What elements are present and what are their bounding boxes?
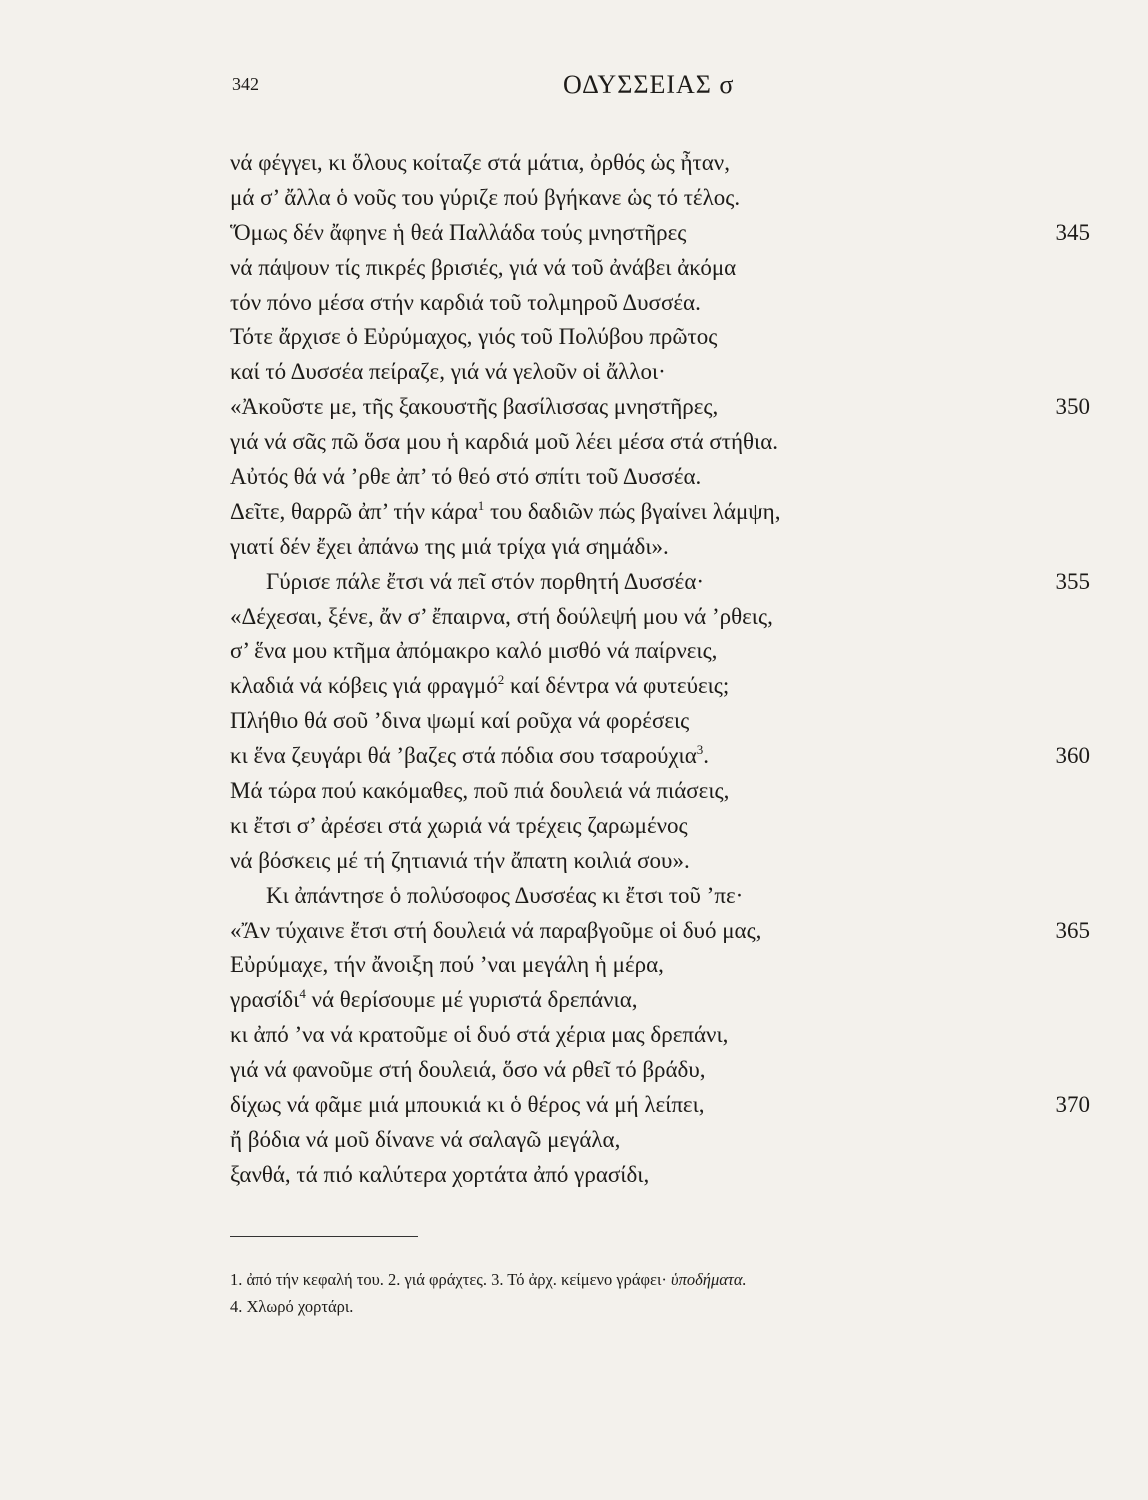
verse-line: [230, 320, 1096, 355]
line-number: 365: [1055, 917, 1090, 943]
verse-line: [230, 1018, 1096, 1053]
verse-text: Μά τώρα πού κακόμαθες, ποῦ πιά δουλειά νά πιάσεις,: [230, 778, 730, 804]
line-number: 355: [1055, 568, 1090, 594]
verse-line: [230, 530, 1096, 565]
verse-block: [230, 146, 1096, 1193]
verse-text: γρασίδι$^4$ νά θερίσουμε μέ γυριστά δρεπάνια,: [230, 986, 638, 1013]
verse-text: γιά νά σᾶς πῶ ὅσα μου ἡ καρδιά μοῦ λέει μέσα στά στήθια.: [230, 429, 779, 455]
verse-line: [230, 390, 1096, 425]
verse-line: [230, 460, 1096, 495]
verse-line: [230, 704, 1096, 739]
verse-line: [230, 425, 1096, 460]
verse-line: [230, 251, 1096, 286]
verse-text: Κι ἀπάντησε ὁ πολύσοφος Δυσσέας κι ἔτσι τοῦ ’πε·: [266, 882, 744, 908]
footnote-marker: 1: [477, 497, 485, 513]
verse-line: [230, 565, 1096, 600]
line-number: 350: [1055, 394, 1090, 420]
page-number: 342: [232, 74, 259, 94]
verse-line: [230, 216, 1096, 251]
verse-text: δίχως νά φᾶμε μιά μπουκιά κι ὁ θέρος νά μή λείπει,: [230, 1092, 705, 1118]
footnote-rule: [230, 1236, 418, 1237]
verse-line: [230, 983, 1096, 1018]
verse-text: νά πάψουν τίς πικρές βρισιές, γιά νά τοῦ ἀνάβει ἀκόμα: [230, 254, 737, 280]
verse-line: [230, 600, 1096, 635]
verse-text: «Δέχεσαι, ξένε, ἄν σ’ ἔπαιρνα, στή δούλεψή μου νά ’ρθεις,: [230, 603, 773, 629]
footnote-marker: 3: [696, 742, 704, 758]
verse-text: «Ἀκοῦστε με, τῆς ξακουστῆς βασίλισσας μνηστῆρες,: [230, 394, 719, 420]
line-number: 345: [1055, 219, 1090, 245]
verse-line: [230, 879, 1096, 914]
verse-line: [230, 914, 1096, 949]
verse-line: [230, 669, 1096, 704]
verse-line: [230, 634, 1096, 669]
verse-text: κι ἕνα ζευγάρι θά ’βαζες στά πόδια σου τσαρούχια$^3$.: [230, 742, 710, 769]
verse-text: Εὐρύμαχε, τήν ἄνοιξη πού ’ναι μεγάλη ἡ μέρα,: [230, 952, 664, 978]
verse-line: [230, 181, 1096, 216]
verse-line: [230, 948, 1096, 983]
verse-line: [230, 1158, 1096, 1193]
footnote-line-1: 1. ἀπό τήν κεφαλή του. 2. γιά φράχτες. 3. Τό ἀρχ. κείμενο γράφει· ὑποδήματα.: [230, 1270, 747, 1289]
verse-text: νά βόσκεις μέ τή ζητιανιά τήν ἄπατη κοιλιά σου».: [230, 847, 690, 873]
verse-text: Πλήθιο θά σοῦ ’δινα ψωμί καί ροῦχα νά φορέσεις: [230, 708, 690, 734]
verse-line: [230, 1053, 1096, 1088]
verse-text: «Ἄν τύχαινε ἔτσι στή δουλειά νά παραβγοῦμε οἱ δυό μας,: [230, 917, 762, 943]
verse-line: [230, 1123, 1096, 1158]
footnote-line-2: 4. Χλωρό χορτάρι.: [230, 1297, 354, 1316]
verse-text: ξανθά, τά πιό καλύτερα χορτάτα ἀπό γρασίδι,: [230, 1161, 650, 1187]
verse-text: Δεῖτε, θαρρῶ ἀπ’ τήν κάρα$^1$ του δαδιῶν πώς βγαίνει λάμψη,: [230, 497, 781, 524]
line-number: 370: [1055, 1092, 1090, 1118]
running-head: ΟΔΥΣΣΕΙΑΣ σ: [563, 70, 735, 99]
verse-text: νά φέγγει, κι ὅλους κοίταζε στά μάτια, ὀρθός ὡς ἦταν,: [230, 150, 730, 175]
verse-text: γιά νά φανοῦμε στή δουλειά, ὅσο νά ρθεῖ τό βράδυ,: [230, 1057, 706, 1083]
verse-text: ἤ βόδια νά μοῦ δίνανε νά σαλαγῶ μεγάλα,: [230, 1126, 621, 1152]
verse-text: κλαδιά νά κόβεις γιά φραγμό$^2$ καί δέντρα νά φυτεύεις;: [230, 672, 730, 699]
verse-text: κι ἀπό ’να νά κρατοῦμε οἱ δυό στά χέρια μας δρεπάνι,: [230, 1022, 729, 1048]
verse-text: σ’ ἕνα μου κτῆμα ἀπόμακρο καλό μισθό νά παίρνεις,: [230, 638, 718, 664]
verse-line: [230, 146, 1096, 181]
footnote-marker: 4: [299, 986, 306, 1002]
footnote-marker: 2: [497, 672, 505, 688]
verse-line: [230, 495, 1096, 530]
verse-text: τόν πόνο μέσα στήν καρδιά τοῦ τολμηροῦ Δυσσέα.: [230, 289, 701, 315]
verse-text: Τότε ἄρχισε ὁ Εὐρύμαχος, γιός τοῦ Πολύβου πρῶτος: [230, 324, 718, 350]
verse-text: Αὐτός θά νά ’ρθε ἀπ’ τό θεό στό σπίτι τοῦ Δυσσέα.: [230, 464, 702, 490]
verse-line: [230, 355, 1096, 390]
verse-line: [230, 1088, 1096, 1123]
line-number: 360: [1055, 743, 1090, 769]
verse-text: κι ἔτσι σ’ ἀρέσει στά χωριά νά τρέχεις ζαρωμένος: [230, 812, 688, 838]
verse-line: [230, 286, 1096, 321]
verse-text: μά σ’ ἄλλα ὁ νοῦς του γύριζε πού βγήκανε ὡς τό τέλος.: [230, 184, 741, 210]
verse-text: καί τό Δυσσέα πείραζε, γιά νά γελοῦν οἱ ἄλλοι·: [230, 359, 666, 385]
footnote-italic-term: ὑποδήματα.: [671, 1270, 747, 1289]
footnotes: [230, 1266, 1096, 1320]
verse-line: [230, 739, 1096, 774]
verse-line: [230, 774, 1096, 809]
verse-text: Ὅμως δέν ἄφηνε ἡ θεά Παλλάδα τούς μνηστῆρες: [230, 219, 687, 245]
verse-text: Γύρισε πάλε ἔτσι νά πεῖ στόν πορθητή Δυσσέα·: [266, 568, 705, 594]
verse-line: [230, 809, 1096, 844]
verse-line: [230, 844, 1096, 879]
verse-text: γιατί δέν ἔχει ἀπάνω της μιά τρίχα γιά σημάδι».: [230, 533, 669, 559]
